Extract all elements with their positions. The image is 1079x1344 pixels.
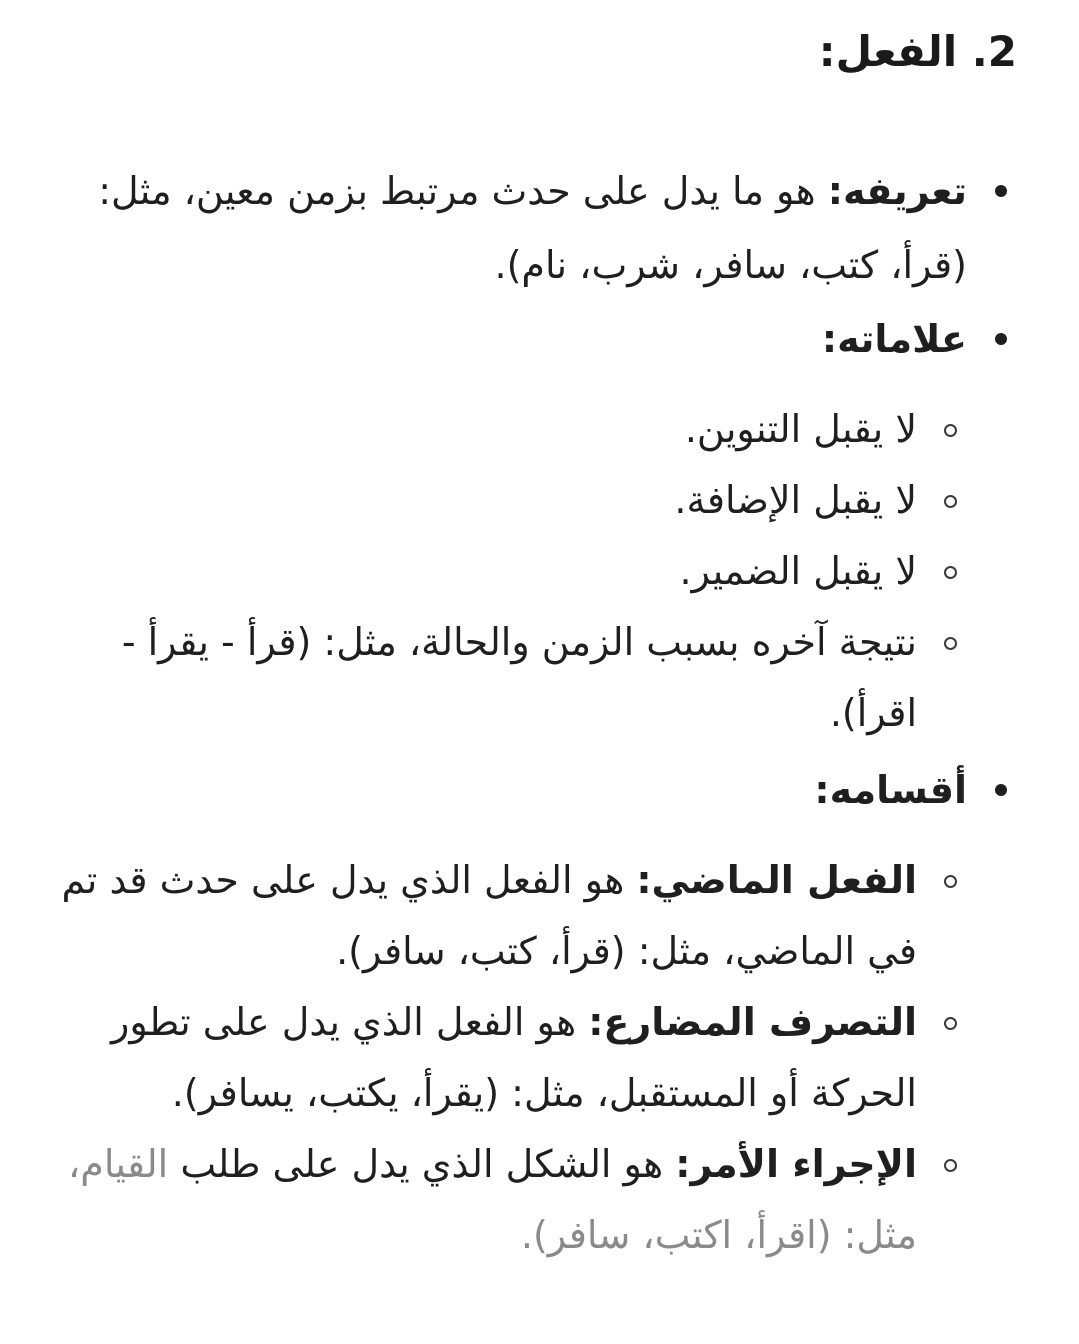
- sign-item: نتيجة آخره بسبب الزمن والحالة، مثل: (قرأ - يقرأ - اقرأ).: [60, 607, 917, 749]
- sign-item: لا يقبل التنوين.: [60, 394, 917, 465]
- signs-term: علاماته:: [821, 317, 967, 361]
- definition-text: هو ما يدل على حدث مرتبط بزمن معين، مثل: (قرأ، كتب، سافر، شرب، نام).: [98, 169, 967, 287]
- sign-item: لا يقبل الإضافة.: [60, 465, 917, 536]
- signs-list: [60, 394, 967, 749]
- types-item: [60, 753, 967, 1271]
- signs-item: [60, 302, 967, 749]
- main-list: [60, 154, 1017, 1271]
- section-heading: 2. الفعل:: [818, 27, 1017, 76]
- type-item-present: [60, 987, 917, 1129]
- definition-item: [60, 154, 967, 302]
- type-item-imperative: [60, 1129, 917, 1271]
- type-text: هو الشكل الذي يدل على طلب: [180, 1142, 676, 1186]
- type-text-faded: القيام، مثل: (اقرأ، اكتب، سافر).: [68, 1142, 917, 1257]
- types-list: [60, 845, 967, 1271]
- definition-term: تعريفه:: [827, 169, 967, 213]
- type-term: الفعل الماضي:: [636, 858, 917, 902]
- type-item-past: [60, 845, 917, 987]
- type-term: الإجراء الأمر:: [675, 1142, 917, 1186]
- types-term: أقسامه:: [814, 768, 967, 812]
- type-text: هو الفعل الذي يدل على حدث قد تم في الماضي، مثل: (قرأ، كتب، سافر).: [61, 858, 917, 973]
- type-text: هو الفعل الذي يدل على تطور الحركة أو المستقبل، مثل: (يقرأ، يكتب، يسافر).: [110, 1000, 917, 1115]
- type-term: التصرف المضارع:: [588, 1000, 917, 1044]
- sign-item: لا يقبل الضمير.: [60, 536, 917, 607]
